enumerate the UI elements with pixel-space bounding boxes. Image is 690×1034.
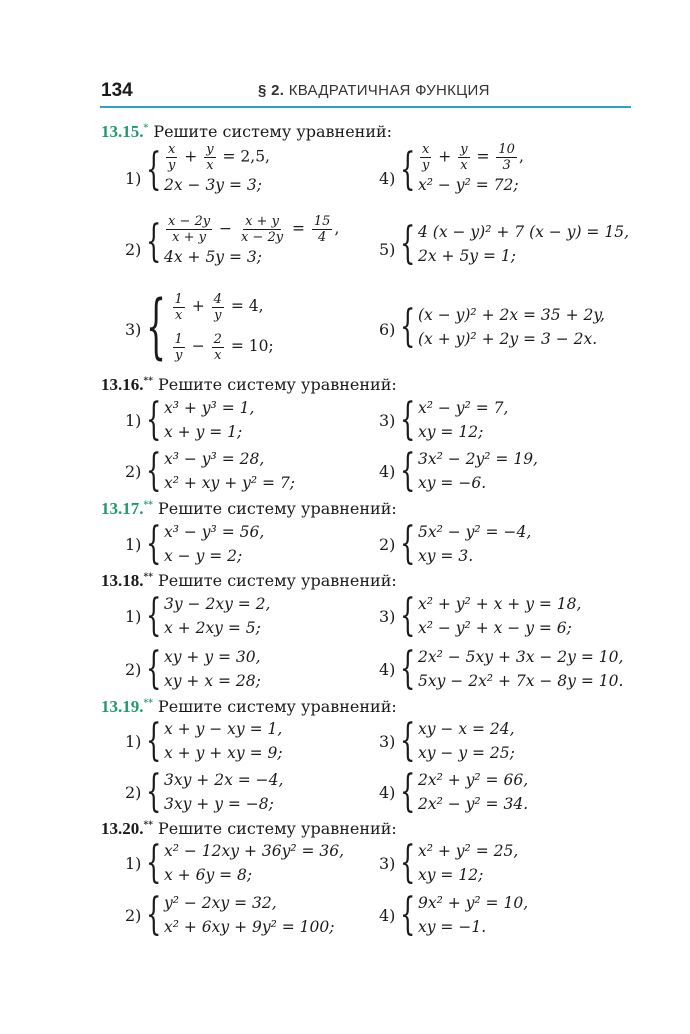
- item-label: 5): [379, 240, 396, 259]
- system-13-16-4: [400, 447, 538, 495]
- equation: xy − y = 25;: [418, 744, 515, 762]
- system-brace: {: [400, 590, 416, 641]
- item-label: 4): [379, 169, 396, 188]
- difficulty-stars: **: [143, 698, 153, 709]
- equation: xy = 12;: [418, 866, 484, 884]
- equation: xy = −1.: [418, 918, 487, 936]
- problem-number: 13.18.: [101, 571, 144, 590]
- system-brace: {: [146, 766, 162, 817]
- system-13-19-2: [146, 768, 283, 816]
- system-brace: {: [400, 143, 416, 195]
- item-label: 4): [379, 783, 396, 802]
- equation: $\frac{x}{y}$ + $\frac{y}{x}$ = $\frac{10}{3}$ ,: [422, 142, 524, 173]
- equation: xy = 12;: [418, 423, 484, 441]
- system-brace: {: [146, 590, 162, 641]
- item-label: 1): [125, 535, 142, 554]
- difficulty-stars: *: [143, 123, 149, 134]
- system-13-15-6: [400, 303, 605, 351]
- item-label: 4): [379, 462, 396, 481]
- system-brace: {: [146, 143, 162, 195]
- item-label: 2): [125, 906, 142, 925]
- system-13-15-1: [146, 142, 270, 197]
- item-label: 2): [125, 783, 142, 802]
- problem-text: Решите систему уравнений:: [158, 819, 397, 838]
- equation: x² + 6xy + 9y² = 100;: [164, 918, 335, 936]
- item-label: 3): [379, 732, 396, 751]
- section-symbol: § 2.: [258, 82, 285, 99]
- system-brace: {: [146, 518, 162, 569]
- system-13-16-3: [400, 396, 508, 444]
- difficulty-stars: **: [143, 572, 153, 583]
- system-13-20-4: [400, 891, 528, 939]
- system-13-15-4: [400, 142, 524, 197]
- system-brace: {: [400, 301, 416, 352]
- problem-text: Решите систему уравнений:: [158, 571, 397, 590]
- item-label: 4): [379, 906, 396, 925]
- equation: x + y + xy = 9;: [164, 744, 283, 762]
- problem-text: Решите систему уравнений:: [158, 697, 397, 716]
- system-brace: {: [146, 215, 162, 267]
- problem-13-20: [101, 819, 397, 839]
- problem-number: 13.19.: [101, 697, 144, 716]
- problem-13-19: [101, 697, 397, 717]
- item-label: 2): [125, 240, 142, 259]
- system-13-18-3: [400, 592, 581, 640]
- equation: x + y − xy = 1,: [164, 720, 283, 738]
- system-brace: {: [146, 394, 162, 445]
- system-13-20-3: [400, 839, 518, 887]
- system-brace: {: [400, 643, 416, 694]
- system-13-20-1: [146, 839, 344, 887]
- equation: xy − x = 24,: [418, 720, 515, 738]
- system-13-15-2: [146, 214, 339, 269]
- system-brace: {: [146, 643, 162, 694]
- equation: 3y − 2xy = 2,: [164, 595, 271, 613]
- problem-text: Решите систему уравнений:: [153, 122, 393, 141]
- system-brace: {: [400, 218, 416, 269]
- equation: 2x² − y² = 34.: [418, 795, 529, 813]
- equation: x² − y² = 72;: [418, 176, 519, 194]
- item-label: 2): [379, 535, 396, 554]
- item-label: 4): [379, 660, 396, 679]
- equation: 2x² + y² = 66,: [418, 771, 529, 789]
- item-label: 1): [125, 411, 142, 430]
- problem-13-16: [101, 375, 397, 395]
- system-brace: {: [146, 889, 162, 940]
- equation: 2x + 5y = 1;: [418, 247, 516, 265]
- chapter-title: КВАДРАТИЧНАЯ ФУНКЦИЯ: [288, 82, 490, 99]
- system-brace: {: [400, 518, 416, 569]
- equation: x³ − y³ = 56,: [164, 523, 265, 541]
- equation: $\frac{x - 2y}{x + y}$ − $\frac{x + y}{x - 2y}$ = $\frac{15}{4}$ ,: [168, 214, 340, 245]
- equation: $\frac{x}{y}$ + $\frac{y}{x}$ = 2,5,: [168, 142, 270, 173]
- system-13-15-3: [146, 286, 274, 366]
- equation: x + y = 1;: [164, 423, 243, 441]
- equation: xy = −6.: [418, 474, 487, 492]
- system-13-19-3: [400, 717, 515, 765]
- item-label: 1): [125, 169, 142, 188]
- system-brace: {: [400, 394, 416, 445]
- problem-13-18: [101, 571, 397, 591]
- equation: y² − 2xy = 32,: [164, 894, 277, 912]
- system-13-16-1: [146, 396, 254, 444]
- equation: $\frac{1}{y}$ − $\frac{2}{x}$ = 10;: [174, 331, 274, 363]
- problem-number: 13.17.: [101, 499, 144, 518]
- item-label: 1): [125, 732, 142, 751]
- problem-text: Решите систему уравнений:: [158, 375, 397, 394]
- equation: 5x² − y² = −4,: [418, 523, 532, 541]
- system-13-19-1: [146, 717, 283, 765]
- equation: xy + x = 28;: [164, 672, 261, 690]
- equation: 2x² − 5xy + 3x − 2y = 10,: [418, 648, 624, 666]
- equation: xy + y = 30,: [164, 648, 261, 666]
- equation: 3x² − 2y² = 19,: [418, 450, 538, 468]
- equation: 9x² + y² = 10,: [418, 894, 529, 912]
- equation: 3xy + y = −8;: [164, 795, 274, 813]
- equation: x − y = 2;: [164, 547, 243, 565]
- equation: x² − 12xy + 36y² = 36,: [164, 842, 345, 860]
- system-13-18-1: [146, 592, 270, 640]
- system-13-17-1: [146, 520, 264, 568]
- item-label: 6): [379, 320, 396, 339]
- equation: x² + xy + y² = 7;: [164, 474, 296, 492]
- system-brace: {: [146, 715, 162, 766]
- system-13-16-2: [146, 447, 295, 495]
- system-brace: {: [400, 837, 416, 888]
- equation: x³ − y³ = 28,: [164, 450, 265, 468]
- equation: 4x + 5y = 3;: [164, 248, 262, 266]
- item-label: 3): [125, 320, 142, 339]
- item-label: 1): [125, 607, 142, 626]
- equation: 4 (x − y)² + 7 (x − y) = 15,: [418, 223, 629, 241]
- problem-text: Решите систему уравнений:: [158, 499, 397, 518]
- equation: 5xy − 2x² + 7x − 8y = 10.: [418, 672, 624, 690]
- equation: (x + y)² + 2y = 3 − 2x.: [418, 330, 598, 348]
- system-brace: {: [400, 766, 416, 817]
- system-13-18-2: [146, 645, 261, 693]
- equation: 3xy + 2x = −4,: [164, 771, 284, 789]
- item-label: 3): [379, 411, 396, 430]
- system-13-20-2: [146, 891, 334, 939]
- equation: (x − y)² + 2x = 35 + 2y,: [418, 306, 605, 324]
- equation: 2x − 3y = 3;: [164, 176, 262, 194]
- system-brace: {: [146, 285, 167, 367]
- equation: x + 6y = 8;: [164, 866, 253, 884]
- equation: x + 2xy = 5;: [164, 619, 261, 637]
- difficulty-stars: **: [143, 500, 153, 511]
- header-rule: [100, 106, 631, 108]
- problem-number: 13.15.: [101, 122, 144, 141]
- difficulty-stars: **: [143, 820, 153, 831]
- item-label: 3): [379, 854, 396, 873]
- item-label: 2): [125, 660, 142, 679]
- running-header: [258, 82, 490, 99]
- problem-number: 13.16.: [101, 375, 144, 394]
- system-13-17-2: [400, 520, 531, 568]
- problem-13-17: [101, 499, 397, 519]
- equation: x² − y² = 7,: [418, 399, 509, 417]
- system-brace: {: [146, 837, 162, 888]
- system-13-19-4: [400, 768, 528, 816]
- difficulty-stars: **: [143, 376, 153, 387]
- equation: x² − y² + x − y = 6;: [418, 619, 572, 637]
- system-brace: {: [400, 445, 416, 496]
- equation: $\frac{1}{x}$ + $\frac{4}{y}$ = 4,: [174, 291, 264, 323]
- item-label: 3): [379, 607, 396, 626]
- system-13-15-5: [400, 220, 629, 268]
- equation: x² + y² = 25,: [418, 842, 519, 860]
- equation: xy = 3.: [418, 547, 474, 565]
- equation: x² + y² + x + y = 18,: [418, 595, 582, 613]
- system-brace: {: [400, 889, 416, 940]
- item-label: 1): [125, 854, 142, 873]
- equation: x³ + y³ = 1,: [164, 399, 255, 417]
- problem-number: 13.20.: [101, 819, 144, 838]
- item-label: 2): [125, 462, 142, 481]
- page-number: 134: [101, 80, 133, 101]
- problem-13-15: [101, 122, 392, 142]
- system-13-18-4: [400, 645, 623, 693]
- system-brace: {: [400, 715, 416, 766]
- system-brace: {: [146, 445, 162, 496]
